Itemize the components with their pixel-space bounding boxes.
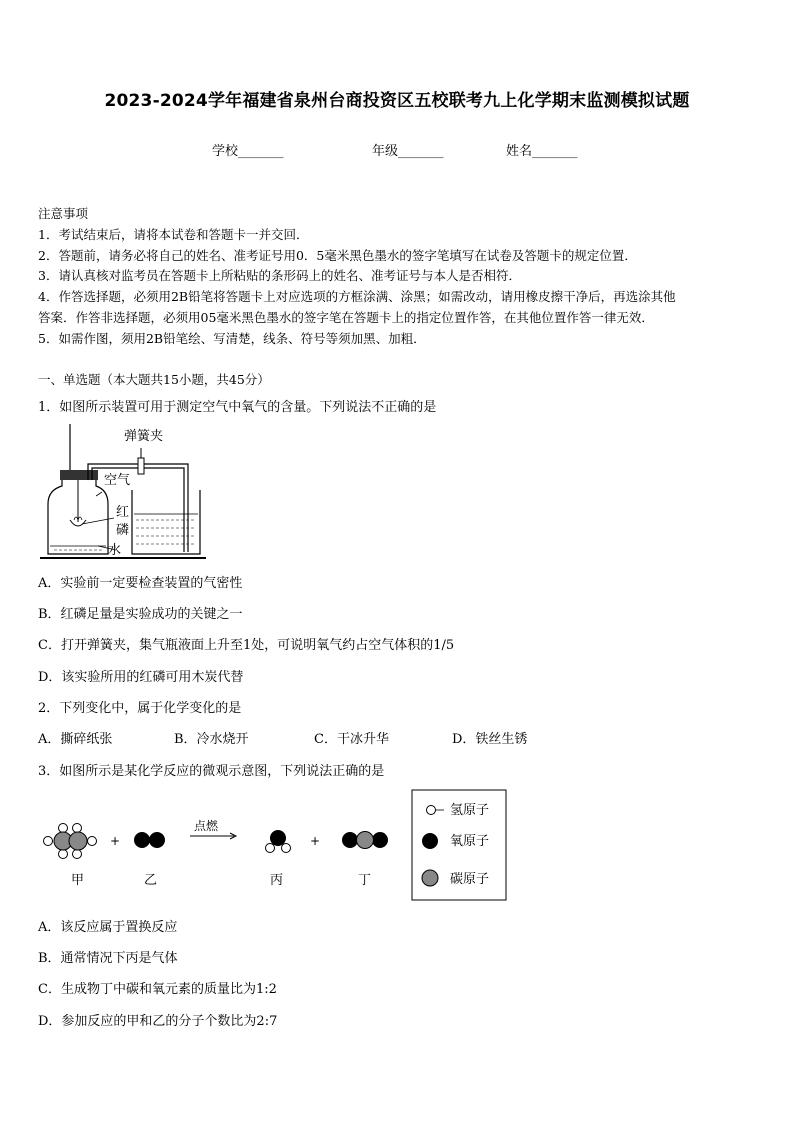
- legend-oxygen: 氧原子: [450, 834, 490, 849]
- q3-option-d: D．参加反应的甲和乙的分子个数比为2:7: [38, 1014, 278, 1029]
- label-red: 红: [116, 505, 130, 520]
- label-water: 水: [108, 543, 122, 558]
- q2-option-a: A．撕碎纸张: [38, 732, 113, 747]
- notice-item-5: 5．如需作图，须用2B铅笔绘、写清楚，线条、符号等须加黑、加粗．: [38, 331, 426, 346]
- q3-option-c: C．生成物丁中碳和氧元素的质量比为1:2: [38, 982, 277, 997]
- question-2-stem: 2．下列变化中，属于化学变化的是: [38, 701, 242, 716]
- question-3-stem: 3．如图所示是某化学反应的微观示意图，下列说法正确的是: [38, 764, 385, 779]
- notice-item-3: 3．请认真核对监考员在答题卡上所粘贴的条形码上的姓名、准考证号与本人是否相符．: [38, 268, 521, 283]
- clamp-icon: [138, 458, 144, 474]
- q3-option-a: A．该反应属于置换反应: [38, 920, 178, 935]
- q1-option-d: D．该实验所用的红磷可用木炭代替: [38, 670, 244, 685]
- grade-field: 年级_______: [372, 144, 444, 159]
- atom-legend: [412, 790, 506, 900]
- q2-option-c: C．干冰升华: [314, 732, 389, 747]
- q1-option-c: C．打开弹簧夹，集气瓶液面上升至1处，可说明氧气约占空气体积的1/5: [38, 638, 455, 653]
- q1-option-b: B．红磷足量是实验成功的关键之一: [38, 607, 243, 622]
- plus-2: +: [310, 834, 321, 848]
- molecule-jia: [44, 824, 97, 859]
- page-title: 2023-2024学年福建省泉州台商投资区五校联考九上化学期末监测模拟试题: [104, 91, 690, 111]
- legend-carbon: 碳原子: [450, 872, 490, 887]
- notice-item-4-cont: 答案．作答非选择题，必须用05毫米黑色墨水的签字笔在答题卡上的指定位置作答，在其他位置作答一律无效．: [38, 310, 654, 325]
- label-bing: 丙: [270, 873, 284, 888]
- molecule-yi: [134, 832, 165, 848]
- label-air: 空气: [104, 473, 131, 488]
- label-phos: 磷: [116, 523, 130, 538]
- section-heading: 一、单选题（本大题共15小题，共45分）: [38, 372, 270, 387]
- q2-option-b: B．冷水烧开: [174, 732, 249, 747]
- label-clamp: 弹簧夹: [124, 429, 164, 444]
- molecule-bing: [266, 830, 291, 853]
- notice-heading: 注意事项: [38, 206, 89, 221]
- label-ding: 丁: [358, 873, 372, 888]
- question-1-stem: 1．如图所示装置可用于测定空气中氧气的含量。下列说法不正确的是: [38, 400, 437, 415]
- q3-option-b: B．通常情况下丙是气体: [38, 951, 178, 966]
- hydrogen-atom-icon: [427, 806, 436, 815]
- plus-1: +: [110, 834, 121, 848]
- notice-item-1: 1．考试结束后，请将本试卷和答题卡一并交回．: [38, 227, 309, 242]
- q1-apparatus-figure: [38, 420, 208, 562]
- notice-item-4: 4．作答选择题，必须用2B铅笔将答题卡上对应选项的方框涂满、涂黑；如需改动，请用橡皮擦干净后，再选涂其他: [38, 289, 676, 304]
- name-field: 姓名_______: [506, 144, 578, 159]
- carbon-atom-icon: [422, 870, 438, 886]
- label-yi: 乙: [144, 873, 158, 888]
- q3-reaction-figure: [38, 788, 508, 904]
- school-field: 学校_______: [212, 144, 284, 159]
- label-jia: 甲: [71, 873, 85, 888]
- q1-option-a: A．实验前一定要检查装置的气密性: [38, 576, 243, 591]
- notice-item-2: 2．答题前，请务必将自己的姓名、准考证号用0．5毫米黑色墨水的签字笔填写在试卷及答题卡的规定位置．: [38, 248, 637, 263]
- q2-option-d: D．铁丝生锈: [452, 732, 528, 747]
- oxygen-atom-icon: [422, 833, 438, 849]
- legend-hydrogen: 氢原子: [450, 803, 490, 818]
- molecule-ding: [342, 832, 388, 849]
- reaction-condition: 点燃: [194, 819, 219, 833]
